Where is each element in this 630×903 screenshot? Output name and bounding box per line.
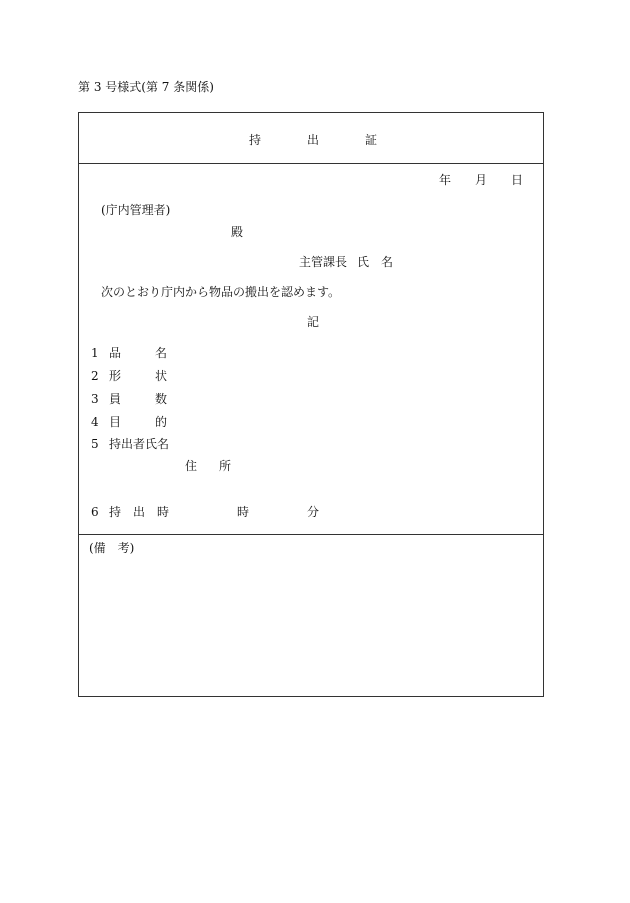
permit-form	[78, 112, 544, 697]
issuer-title: 主管課長	[299, 255, 348, 269]
remarks-label: (備 考)	[89, 541, 135, 555]
item-1-label-b: 名	[155, 346, 168, 360]
item-6-minute: 分	[307, 505, 320, 519]
ki-heading: 記	[307, 315, 320, 329]
date-month: 月	[475, 173, 488, 187]
item-6-label-c: 時	[157, 505, 170, 519]
item-5-address-b: 所	[219, 459, 232, 473]
item-1-label-a: 品	[109, 346, 122, 360]
item-4-label-a: 目	[109, 415, 122, 429]
form-number: 第 3 号様式(第 7 条関係)	[78, 80, 214, 94]
item-5-label: 持出者氏名	[109, 437, 170, 451]
item-5-address-a: 住	[185, 459, 198, 473]
title-char-1: 持	[249, 133, 262, 147]
item-3-label-a: 員	[109, 392, 122, 406]
item-2-label-a: 形	[109, 369, 122, 383]
item-6-hour: 時	[237, 505, 250, 519]
issuer-name-label: 氏 名	[357, 255, 394, 269]
item-1-number: 1	[91, 346, 99, 360]
honorific: 殿	[231, 225, 244, 239]
item-2-number: 2	[91, 369, 99, 383]
item-6-label-b: 出	[133, 505, 146, 519]
remarks-divider	[79, 534, 543, 535]
item-4-number: 4	[91, 415, 99, 429]
date-year: 年	[439, 173, 452, 187]
item-5-number: 5	[91, 437, 99, 451]
item-6-label-a: 持	[109, 505, 122, 519]
item-4-label-b: 的	[155, 415, 168, 429]
title-divider	[79, 163, 543, 164]
title-char-3: 証	[365, 133, 378, 147]
title-char-2: 出	[307, 133, 320, 147]
body-text: 次のとおり庁内から物品の搬出を認めます。	[101, 285, 341, 299]
item-6-number: 6	[91, 505, 99, 519]
addressee: (庁内管理者)	[101, 203, 171, 217]
item-3-label-b: 数	[155, 392, 168, 406]
date-day: 日	[511, 173, 524, 187]
item-2-label-b: 状	[155, 369, 168, 383]
item-3-number: 3	[91, 392, 99, 406]
